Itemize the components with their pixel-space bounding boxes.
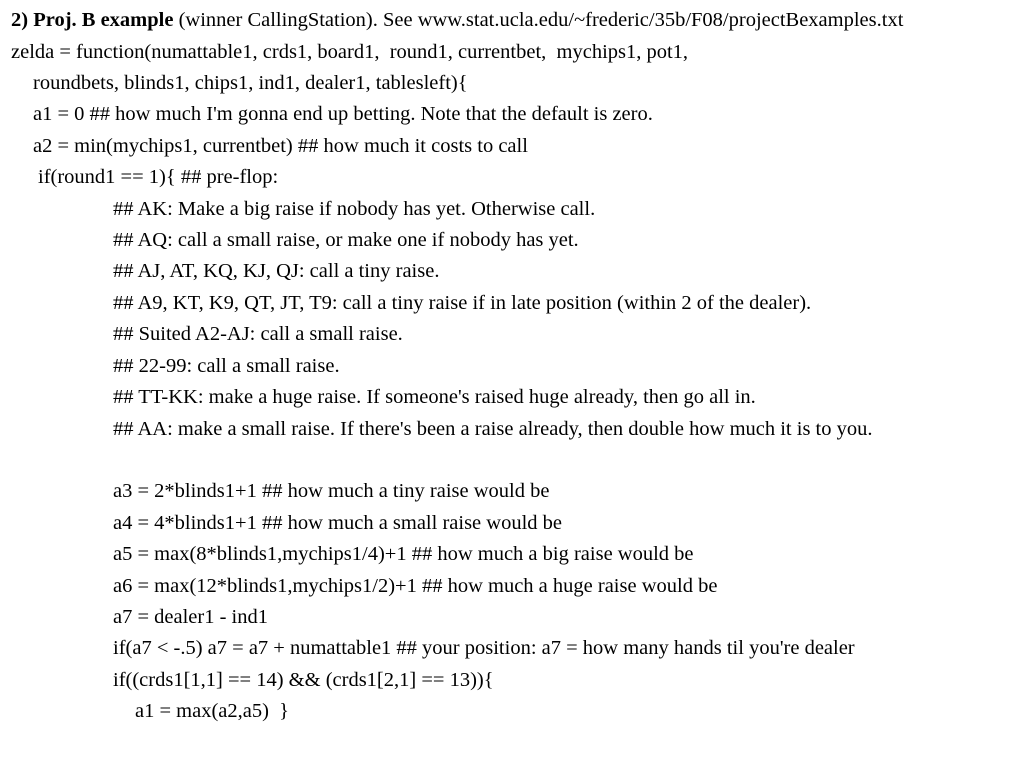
comment-line: ## AQ: call a small raise, or make one if nobody has yet. [113,229,579,251]
comment-line: ## AK: Make a big raise if nobody has yet. Otherwise call. [113,198,596,220]
code-line: a6 = max(12*blinds1,mychips1/2)+1 ## how much a huge raise would be [113,575,718,597]
comment-line: ## A9, KT, K9, QT, JT, T9: call a tiny raise if in late position (within 2 of the dealer). [113,292,812,314]
heading-rest: (winner CallingStation). See www.stat.ucla.edu/~frederic/35b/F08/projectBexamples.txt [173,9,904,31]
comment-line: ## 22-99: call a small raise. [113,355,340,377]
code-line: if(round1 == 1){ ## pre-flop: [38,166,279,188]
comment-line: ## TT-KK: make a huge raise. If someone's raised huge already, then go all in. [113,386,756,408]
code-line: a1 = max(a2,a5) } [135,700,290,722]
slide-heading [11,8,903,32]
code-line: a5 = max(8*blinds1,mychips1/4)+1 ## how much a big raise would be [113,543,694,565]
comment-line: ## Suited A2-AJ: call a small raise. [113,323,403,345]
code-line: zelda = function(numattable1, crds1, board1, round1, currentbet, mychips1, pot1, [11,41,689,63]
code-line: a4 = 4*blinds1+1 ## how much a small raise would be [113,512,562,534]
code-line: roundbets, blinds1, chips1, ind1, dealer1, tablesleft){ [33,72,468,94]
comment-line: ## AA: make a small raise. If there's been a raise already, then double how much it is to you. [113,418,873,440]
code-line: if(a7 < -.5) a7 = a7 + numattable1 ## your position: a7 = how many hands til you're dealer [113,637,855,659]
code-line: a3 = 2*blinds1+1 ## how much a tiny raise would be [113,480,550,502]
code-line: a1 = 0 ## how much I'm gonna end up betting. Note that the default is zero. [33,103,653,125]
code-line: a2 = min(mychips1, currentbet) ## how much it costs to call [33,135,528,157]
comment-line: ## AJ, AT, KQ, KJ, QJ: call a tiny raise. [113,260,440,282]
code-line: a7 = dealer1 - ind1 [113,606,269,628]
heading-number-title: 2) Proj. B example [11,9,174,31]
code-line: if((crds1[1,1] == 14) && (crds1[2,1] == 13)){ [113,669,494,691]
